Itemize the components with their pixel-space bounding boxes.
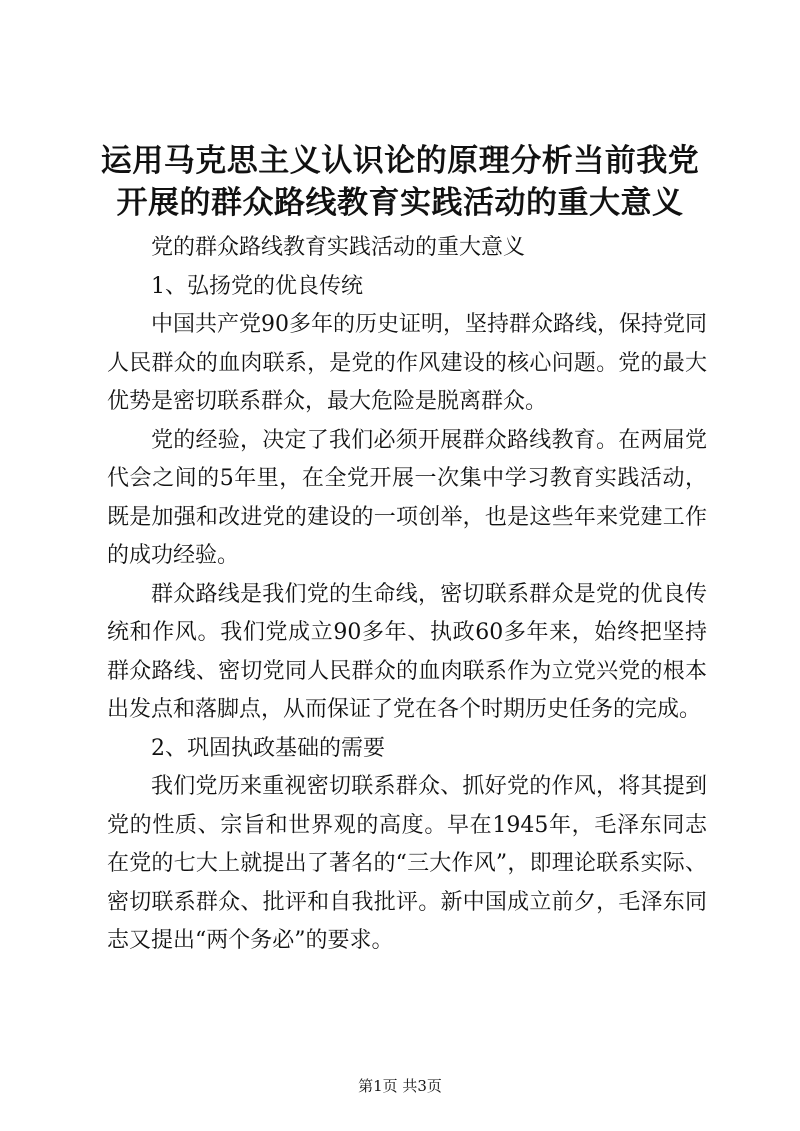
section-heading-2: 2、巩固执政基础的需要 — [151, 735, 385, 761]
paragraph: 群众路线是我们党的生命线，密切联系群众是党的优良传统和作风。我们党成立90多年、执政60多年来，始终把坚持群众路线、密切党同人民群众的血肉联系作为立党兴党的根本出发点和落脚点，从而保证了党在各个时期历史任务的完成。 — [107, 581, 707, 722]
page-number-footer: 第1页 共3页 — [358, 1077, 442, 1095]
document-body — [107, 229, 707, 961]
section-heading-1: 1、弘扬党的优良传统 — [151, 273, 363, 299]
paragraph: 中国共产党90多年的历史证明，坚持群众路线，保持党同人民群众的血肉联系，是党的作风建设的核心问题。党的最大优势是密切联系群众，最大危险是脱离群众。 — [107, 312, 707, 414]
paragraph: 我们党历来重视密切联系群众、抓好党的作风，将其提到党的性质、宗旨和世界观的高度。早在1945年，毛泽东同志在党的七大上就提出了著名的“三大作风”，即理论联系实际、密切联系群众、批评和自我批评。新中国成立前夕，毛泽东同志又提出“两个务必”的要求。 — [107, 774, 707, 953]
document-title: 运用马克思主义认识论的原理分析当前我党开展的群众路线教育实践活动的重大意义 — [100, 143, 700, 221]
paragraph: 党的经验，决定了我们必须开展群众路线教育。在两届党代会之间的5年里，在全党开展一次集中学习教育实践活动，既是加强和改进党的建设的一项创举，也是这些年来党建工作的成功经验。 — [107, 427, 707, 568]
paragraph-subtitle: 党的群众路线教育实践活动的重大意义 — [151, 235, 526, 260]
